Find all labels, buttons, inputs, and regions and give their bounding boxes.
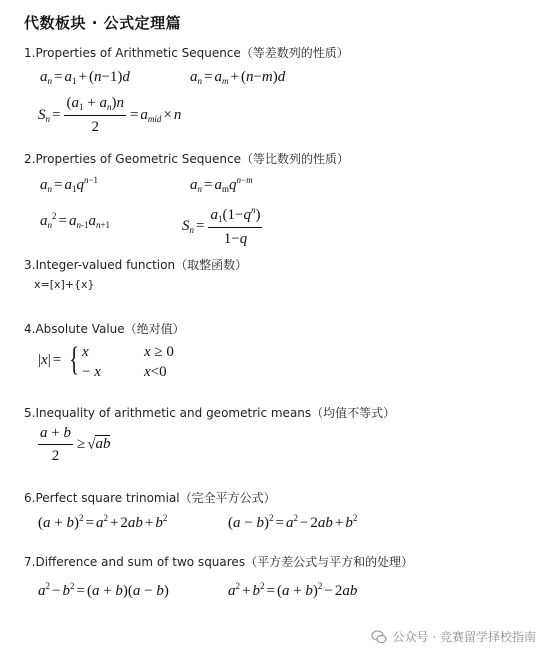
formula-sum-of-squares: $a^2 + b^2 = (a + b)^2 - 2ab$ bbox=[228, 581, 358, 599]
section-heading-1: 1.Properties of Arithmetic Sequence（等差数列的性质） bbox=[24, 46, 349, 60]
section-heading-6: 6.Perfect square trinomial（完全平方公式） bbox=[24, 491, 276, 505]
formula-difference-of-squares: $a^2 - b^2 = (a + b)(a - b)$ bbox=[38, 581, 169, 599]
section-heading-3: 3.Integer-valued function（取整函数） bbox=[24, 258, 248, 272]
section-heading-7: 7.Difference and sum of two squares（平方差公式与平方和的处理） bbox=[24, 555, 414, 569]
watermark-text: 公众号 · 竞赛留学择校指南 bbox=[392, 630, 536, 644]
formula-square-of-difference: $(a - b)^2 = a^2 - 2ab + b^2$ bbox=[228, 513, 358, 531]
formula-geom-sum: $S_n$ = $\frac{a_1(1-q^n)}{1-q}$ bbox=[182, 205, 261, 247]
section-heading-2: 2.Properties of Geometric Sequence（等比数列的性质） bbox=[24, 152, 349, 166]
page-title: 代数板块 · 公式定理篇 bbox=[24, 14, 182, 32]
formula-am-gm: $\frac{a + b}{2}$ ≥ √ab bbox=[40, 425, 111, 464]
section-heading-5: 5.Inequality of arithmetic and geometric means（均值不等式） bbox=[24, 406, 396, 420]
formula-arith-nth-term: $a_n = a_1 + (n-1)d$ bbox=[40, 69, 130, 86]
formula-geom-nth-term: $a_n = a_1q^{n-1}$ bbox=[40, 175, 99, 194]
formula-square-of-sum: $(a + b)^2 = a^2 + 2ab + b^2$ bbox=[38, 513, 168, 531]
wechat-icon bbox=[371, 629, 387, 645]
section-heading-4: 4.Absolute Value（绝对值） bbox=[24, 322, 185, 336]
formula-arith-sum: $S_n$ = $\frac{(a_1 + a_n)n}{2}$ = $a_{mid} \times n$ bbox=[38, 95, 182, 135]
formula-arith-general-term: $a_n = a_m + (n-m)d$ bbox=[190, 69, 286, 86]
formula-geom-general-term: $a_n = a_mq^{n-m}$ bbox=[190, 175, 253, 194]
formula-geom-middle-term: $a_n^2 = a_{n-1}a_{n+1}$ bbox=[40, 211, 111, 230]
watermark bbox=[371, 628, 536, 645]
integer-function-formula: x=[x]+{x} bbox=[34, 278, 95, 291]
